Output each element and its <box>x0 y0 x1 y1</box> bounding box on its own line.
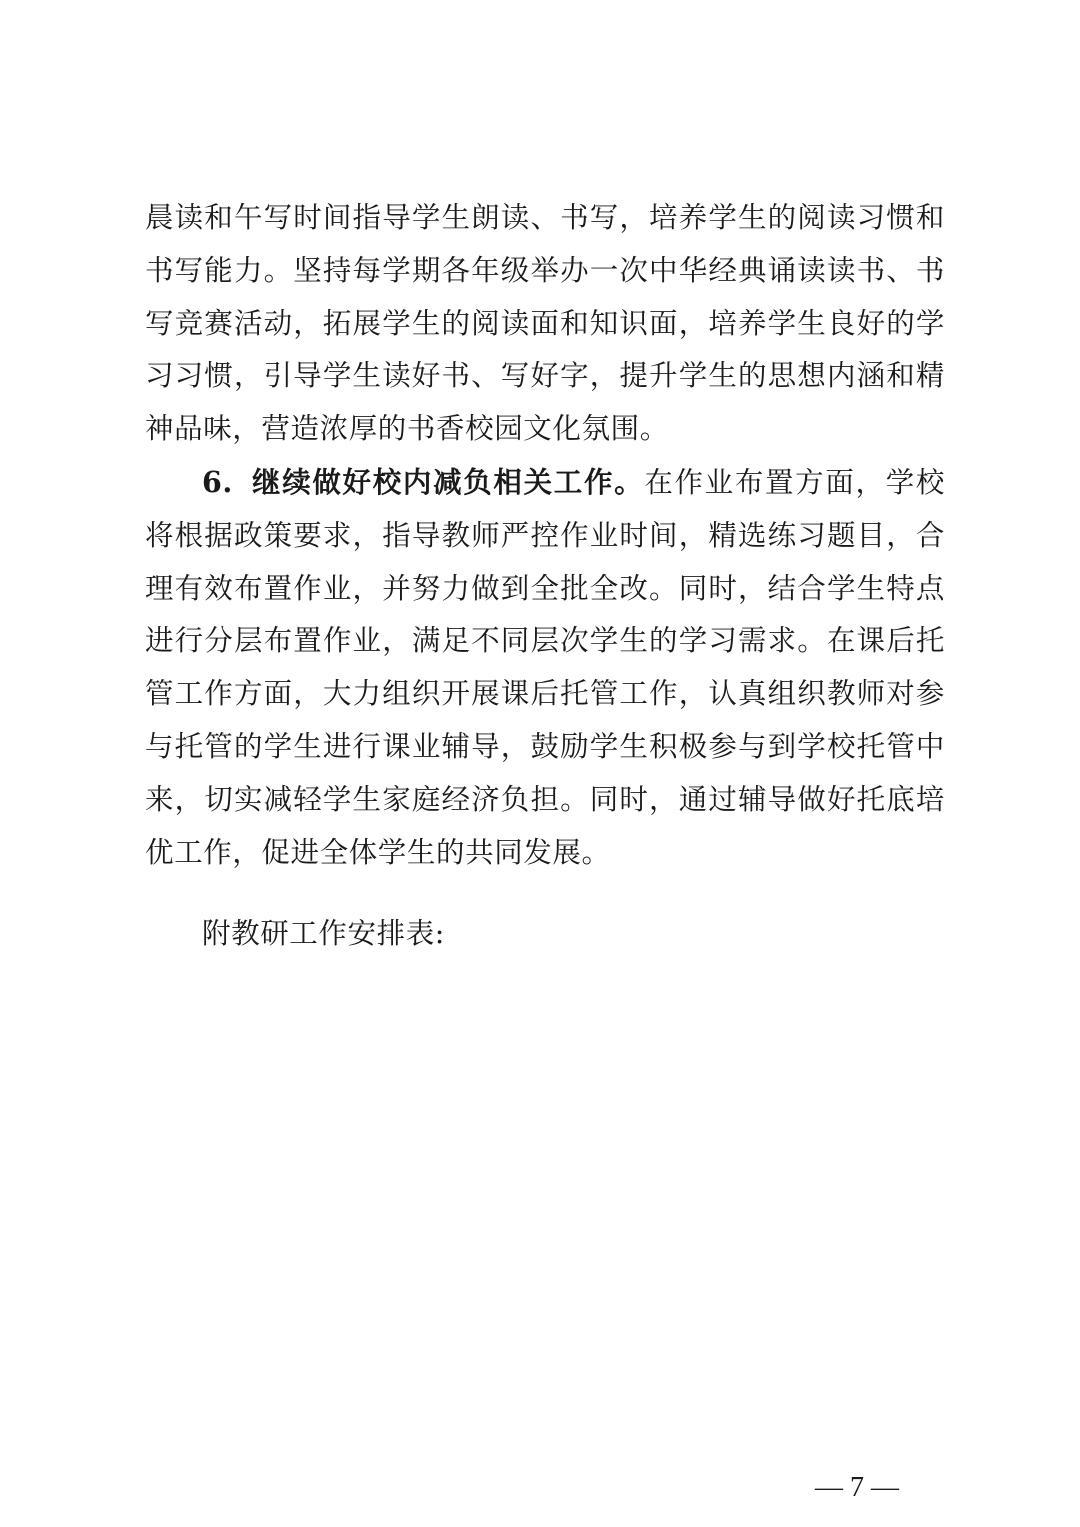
attachment-note: 附教研工作安排表: <box>202 917 446 950</box>
item-body: 在作业布置方面，学校将根据政策要求，指导教师严控作业时间，精选练习题目，合理有效布置作业，并努力做到全批全改。同时，结合学生特点进行分层布置作业，满足不同层次学生的学习需求。在课后托管工作方面，大力组织开展课后托管工作，认真组织教师对参与托管的学生进行课业辅导，鼓励学生积极参与到学校托管中来，切实减轻学生家庭经济负担。同时，通过辅导做好托底培优工作，促进全体学生的共同发展。 <box>145 466 945 869</box>
page-number: — 7 — <box>815 1472 899 1503</box>
paragraph-item-6 <box>145 456 945 879</box>
paragraph-continued: 晨读和午写时间指导学生朗读、书写，培养学生的阅读习惯和书写能力。坚持每学期各年级举办一次中华经典诵读读书、书写竞赛活动，拓展学生的阅读面和知识面，培养学生良好的学习习惯，引导学生读好书、写好字，提升学生的思想内涵和精神品味，营造浓厚的书香校园文化氛围。 <box>145 201 945 446</box>
item-heading: 继续做好校内减负相关工作。 <box>250 465 645 499</box>
item-number: 6. <box>202 465 233 499</box>
